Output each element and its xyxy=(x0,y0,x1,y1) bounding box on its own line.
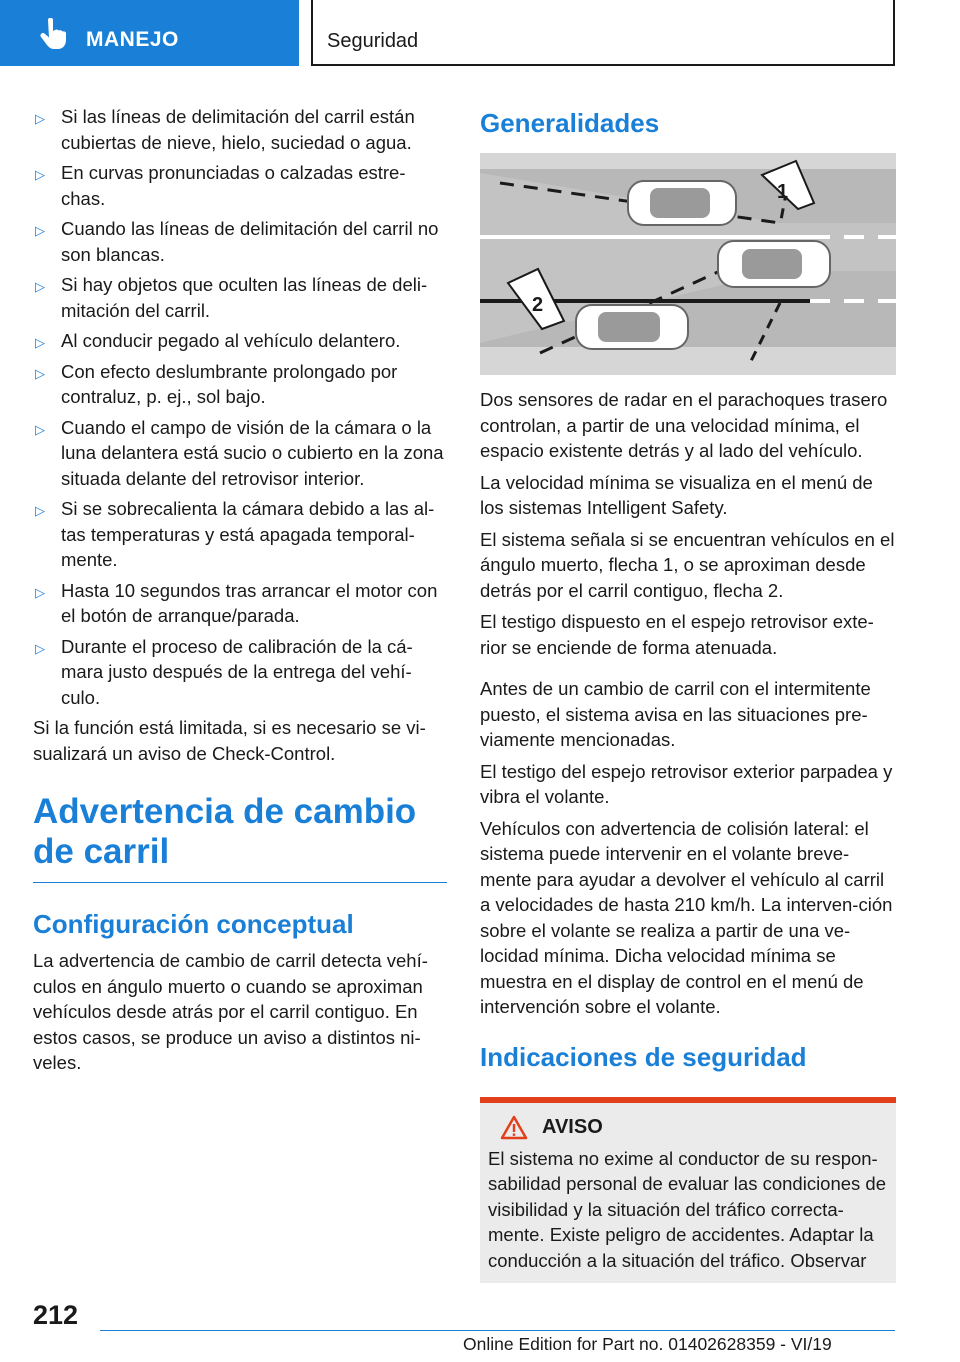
page-number: 212 xyxy=(33,1300,79,1330)
triangle-bullet-icon: ▷ xyxy=(35,503,45,518)
car-blind-spot xyxy=(628,181,736,225)
list-item: ▷ Con efecto deslumbrante prolongado por contraluz, p. ej., sol bajo. xyxy=(35,360,398,407)
list-item: ▷ Si se sobrecalienta la cámara debido a las al-tas temperaturas y está apagada temporal-mente. xyxy=(35,498,435,570)
general-paragraph-5: Antes de un cambio de carril con el intermitente puesto, el sistema avisa en las situaciones pre-viamente mencionadas. xyxy=(480,678,871,750)
warning-header xyxy=(500,1115,888,1140)
limitation-note: Si la función está limitada, si es necesario se vi-sualizará un aviso de Check-Control. xyxy=(33,717,426,764)
general-paragraph-7: Vehículos con advertencia de colisión lateral: el sistema puede intervenir en el volante breve-mente para ayudar a devolver el vehículo al carril a velocidades de hasta 210 km/h. La interven-ción sobre el volante se realiza a partir de una ve-locidad mínima. Dicha velocidad mínima se muestra en el display de control en el menú de intervención sobre el volante. xyxy=(480,817,893,1017)
list-item: ▷ Al conducir pegado al vehículo delantero. xyxy=(33,328,447,354)
warning-text: El sistema no exime al conductor de su respon-sabilidad personal de evaluar las condiciones de visibilidad y la situación del tráfico correcta-mente. Existe peligro de accidentes. Adaptar la conducción a la situación del tráfico. Observar xyxy=(488,1147,887,1271)
car-own xyxy=(718,241,830,287)
subsection-title: Configuración conceptual xyxy=(33,909,354,939)
general-paragraph-1: Dos sensores de radar en el parachoques trasero controlan, a partir de una velocidad mínima, el espacio existente detrás y al lado del vehículo. xyxy=(480,389,888,461)
section-header xyxy=(311,0,895,66)
list-item: ▷ En curvas pronunciadas o calzadas estre-chas. xyxy=(35,162,406,209)
road-diagram xyxy=(480,153,896,375)
svg-text:2: 2 xyxy=(532,294,544,316)
warning-triangle-icon xyxy=(500,1115,528,1140)
chapter-label: MANEJO xyxy=(86,28,179,51)
list-item: ▷ Hasta 10 segundos tras arrancar el motor con el botón de arranque/parada. xyxy=(35,579,438,626)
lane-change-illustration xyxy=(480,153,896,375)
svg-text:1: 1 xyxy=(777,181,789,203)
section-label: Seguridad xyxy=(327,30,419,52)
list-item: ▷ Si las líneas de delimitación del carril están cubiertas de nieve, hielo, suciedad o agua. xyxy=(35,106,415,153)
general-title: Generalidades xyxy=(480,108,660,138)
triangle-bullet-icon: ▷ xyxy=(35,111,45,126)
footer-divider xyxy=(100,1330,895,1331)
limitations-list xyxy=(33,104,447,710)
list-item: ▷ Si hay objetos que oculten las líneas de deli-mitación del carril. xyxy=(35,274,428,321)
triangle-bullet-icon: ▷ xyxy=(35,167,45,182)
safety-title: Indicaciones de seguridad xyxy=(480,1041,807,1072)
triangle-bullet-icon: ▷ xyxy=(35,365,45,381)
warning-title: AVISO xyxy=(542,1115,603,1138)
general-paragraph-4: El testigo dispuesto en el espejo retrovisor exte-rior se enciende de forma atenuada. xyxy=(480,611,874,658)
edition-text: Online Edition for Part no. 01402628359 - VI/19 xyxy=(463,1334,832,1354)
triangle-bullet-icon: ▷ xyxy=(35,584,45,600)
concept-paragraph: La advertencia de cambio de carril detecta vehí-culos en ángulo muerto o cuando se aproximan vehículos desde atrás por el carril contiguo. En estos casos, se produce un aviso a distintos ni-veles. xyxy=(33,950,428,1073)
triangle-bullet-icon: ▷ xyxy=(35,335,45,350)
triangle-bullet-icon: ▷ xyxy=(35,279,45,294)
list-item: ▷ Cuando las líneas de delimitación del carril no son blancas. xyxy=(35,218,439,265)
hand-pointer-icon xyxy=(38,18,68,50)
list-item: ▷ Cuando el campo de visión de la cámara o la luna delantera está sucio o cubierto en la zona situada delante del retrovisor interior. xyxy=(35,416,444,489)
left-column xyxy=(33,104,447,1082)
list-item: ▷ Durante el proceso de calibración de la cá-mara justo después de la entrega del vehí-culo. xyxy=(35,635,413,708)
car-approaching xyxy=(576,305,688,349)
right-column xyxy=(480,100,896,1283)
general-paragraph-3: El sistema señala si se encuentran vehículos en el ángulo muerto, flecha 1, o se aproximan desde detrás por el carril contiguo, flecha 2. xyxy=(480,528,895,601)
warning-box xyxy=(480,1097,896,1283)
section-title: Advertencia de cambio de carril xyxy=(33,792,447,883)
general-paragraph-6: El testigo del espejo retrovisor exterior parpadea y vibra el volante. xyxy=(480,760,893,807)
general-paragraph-2: La velocidad mínima se visualiza en el menú de los sistemas Intelligent Safety. xyxy=(480,471,873,518)
triangle-bullet-icon: ▷ xyxy=(35,223,45,238)
triangle-bullet-icon: ▷ xyxy=(35,640,45,656)
chapter-tab[interactable] xyxy=(0,0,299,66)
triangle-bullet-icon: ▷ xyxy=(35,421,45,437)
